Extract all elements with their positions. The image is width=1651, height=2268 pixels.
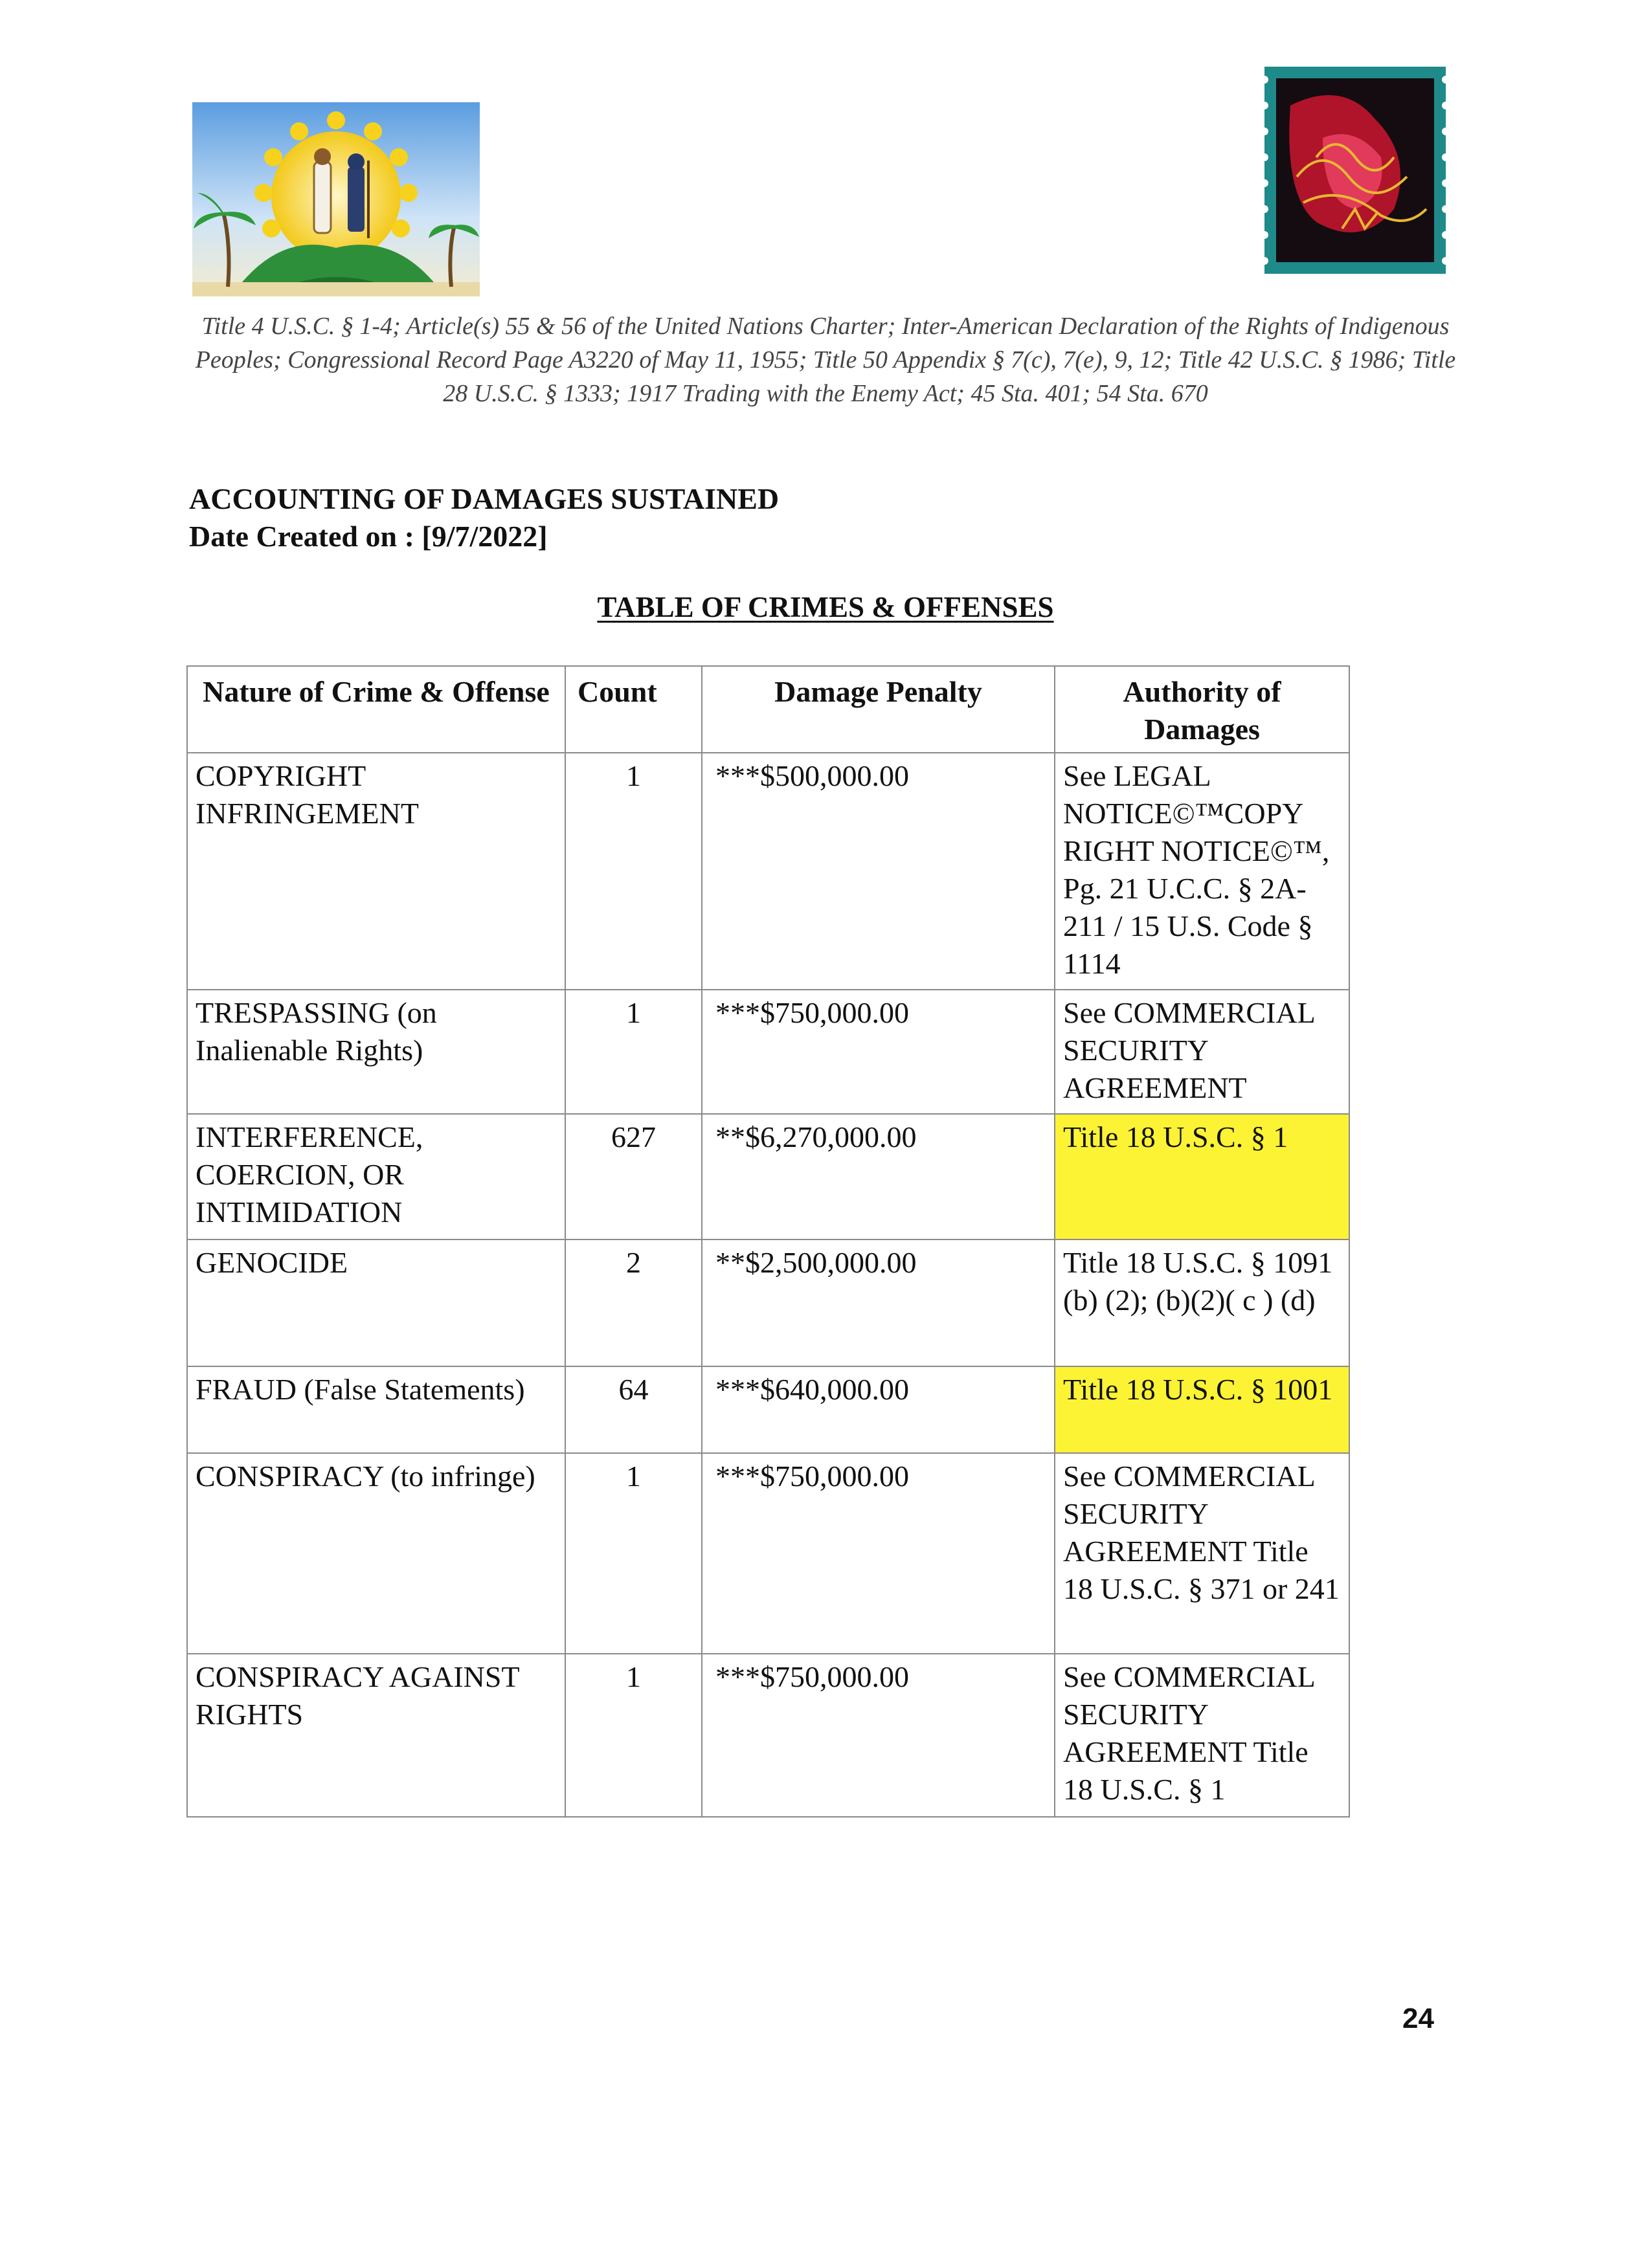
penalty-cell: ***$500,000.00 xyxy=(702,753,1055,990)
penalty-cell: ***$750,000.00 xyxy=(702,1654,1055,1817)
nature-cell: CONSPIRACY (to infringe) xyxy=(187,1453,565,1654)
date-created: Date Created on : [9/7/2022] xyxy=(189,520,548,553)
column-header-nature: Nature of Crime & Offense xyxy=(187,666,565,753)
nature-cell: CONSPIRACY AGAINST RIGHTS xyxy=(187,1654,565,1817)
table-row xyxy=(187,1114,1349,1240)
table-row xyxy=(187,990,1349,1114)
nature-cell: TRESPASSING (on Inalienable Rights) xyxy=(187,990,565,1114)
table-title-text: TABLE OF CRIMES & OFFENSES xyxy=(597,591,1054,623)
emblem-logo xyxy=(192,102,480,296)
legal-citation-header: Title 4 U.S.C. § 1-4; Article(s) 55 & 56 of the United Nations Charter; Inter-American Declaration of the Rights of Indigenous Peoples; Congressional Record Page A3220 of May 11, 1955; Title 50 Appendix § 7(c), 7(e), 9, 12; Title 42 U.S.C. § 1986; Title 28 U.S.C. § 1333; 1917 Trading with the Enemy Act; 45 Sta. 401; 54 Sta. 670 xyxy=(195,313,1456,407)
authority-cell: See COMMERCIAL SECURITY AGREEMENT xyxy=(1055,990,1349,1114)
nature-cell: COPYRIGHT INFRINGEMENT xyxy=(187,753,565,990)
penalty-cell: ***$640,000.00 xyxy=(702,1366,1055,1453)
nature-cell: INTERFERENCE, COERCION, OR INTIMIDATION xyxy=(187,1114,565,1240)
penalty-cell: **$6,270,000.00 xyxy=(702,1114,1055,1240)
penalty-cell: ***$750,000.00 xyxy=(702,990,1055,1114)
page-number: 24 xyxy=(1402,2003,1434,2034)
column-header-authority: Authority of Damages xyxy=(1055,666,1349,753)
count-cell: 1 xyxy=(565,990,702,1114)
authority-cell: Title 18 U.S.C. § 1091 (b) (2); (b)(2)( c ) (d) xyxy=(1055,1240,1349,1366)
count-cell: 1 xyxy=(565,753,702,990)
table-row xyxy=(187,1453,1349,1654)
table-header-row xyxy=(187,666,1349,753)
table-row xyxy=(187,1240,1349,1366)
penalty-cell: **$2,500,000.00 xyxy=(702,1240,1055,1366)
authority-cell-highlighted: Title 18 U.S.C. § 1001 xyxy=(1055,1366,1349,1453)
count-cell: 64 xyxy=(565,1366,702,1453)
document-heading xyxy=(189,480,779,555)
count-cell: 1 xyxy=(565,1453,702,1654)
authority-cell: See LEGAL NOTICE©™COPY RIGHT NOTICE©™, Pg. 21 U.C.C. § 2A-211 / 15 U.S. Code § 1114 xyxy=(1055,753,1349,990)
crimes-table xyxy=(186,665,1350,1818)
column-header-penalty: Damage Penalty xyxy=(702,666,1055,753)
authority-cell-highlighted: Title 18 U.S.C. § 1 xyxy=(1055,1114,1349,1240)
authority-cell: See COMMERCIAL SECURITY AGREEMENT Title 18 U.S.C. § 371 or 241 xyxy=(1055,1453,1349,1654)
table-row xyxy=(187,753,1349,990)
postage-stamp xyxy=(1264,67,1446,274)
authority-cell: See COMMERCIAL SECURITY AGREEMENT Title 18 U.S.C. § 1 xyxy=(1055,1654,1349,1817)
penalty-cell: ***$750,000.00 xyxy=(702,1453,1055,1654)
nature-cell: FRAUD (False Statements) xyxy=(187,1366,565,1453)
count-cell: 1 xyxy=(565,1654,702,1817)
table-title xyxy=(0,590,1651,624)
table-row xyxy=(187,1654,1349,1817)
nature-cell: GENOCIDE xyxy=(187,1240,565,1366)
document-title: ACCOUNTING OF DAMAGES SUSTAINED xyxy=(189,482,780,515)
column-header-count: Count xyxy=(565,666,702,753)
count-cell: 2 xyxy=(565,1240,702,1366)
count-cell: 627 xyxy=(565,1114,702,1240)
table-row xyxy=(187,1366,1349,1453)
